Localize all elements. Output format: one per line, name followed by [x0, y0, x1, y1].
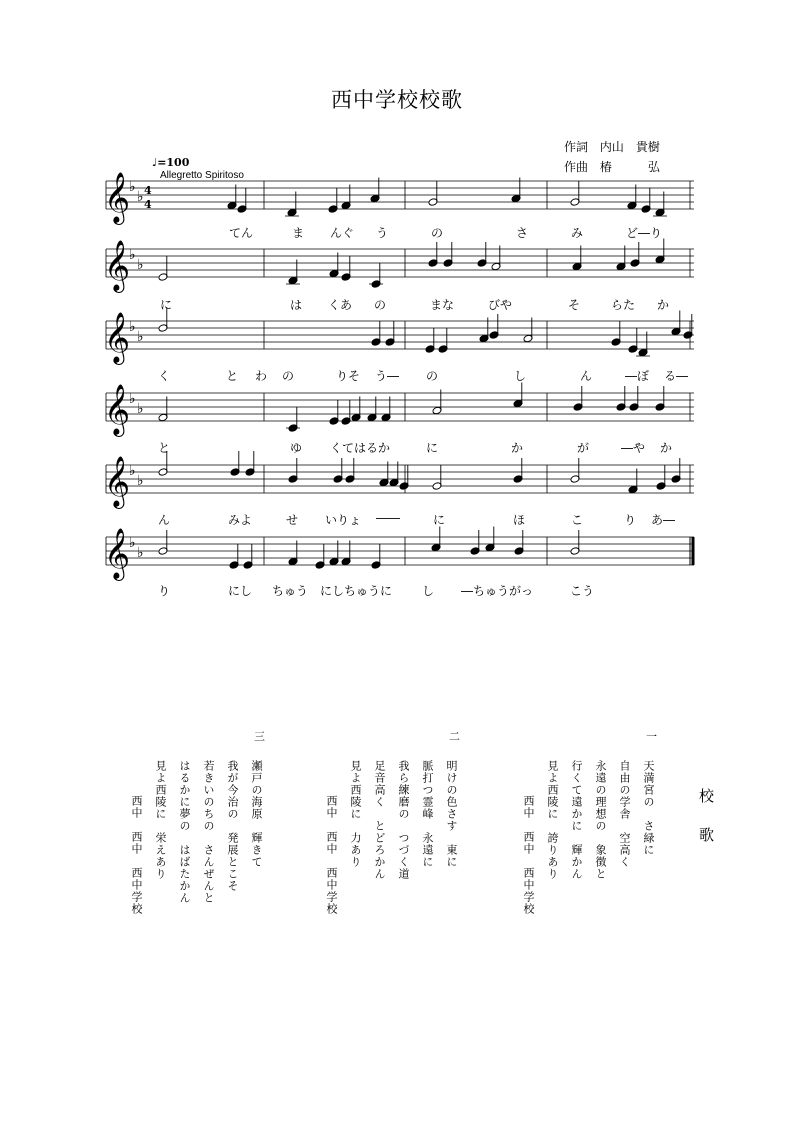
- lyric-syllable: ま: [292, 226, 305, 240]
- lyric-syllable: こう: [570, 584, 595, 598]
- lyric-syllable: し: [422, 584, 435, 598]
- lyric-syllable: にしちゅうに: [320, 584, 393, 598]
- lyricist-name: 内山 貴樹: [599, 140, 660, 154]
- lyric-syllable: さ: [516, 226, 529, 240]
- lyric-syllable: にし: [228, 584, 253, 598]
- lyric-syllable: らた: [611, 298, 636, 312]
- verse-line: 永遠の理想の 象徴と: [594, 760, 607, 880]
- verse-line: 脈打つ霊峰 永遠に: [421, 760, 434, 868]
- flat-icon: ♭: [137, 473, 144, 489]
- tempo-marking: ♩=100: [152, 156, 190, 169]
- verse-line: 若きいのちの さんぜんと: [202, 760, 215, 904]
- verse-number: 三: [254, 730, 265, 743]
- lyric-syllable: が: [577, 441, 590, 455]
- verse-heading-2: 歌: [697, 827, 715, 866]
- lyric-syllable: は: [290, 298, 303, 312]
- time-signature-bottom: 4: [144, 198, 152, 211]
- lyric-syllable: あ―: [651, 513, 676, 527]
- lyric-syllable: り: [624, 513, 637, 527]
- lyric-syllable: んぐ: [330, 226, 355, 240]
- lyric-syllable: みよ: [228, 513, 253, 527]
- lyric-syllable: そ: [568, 298, 581, 312]
- lyric-syllable: し: [514, 369, 527, 383]
- treble-clef-icon: 𝄞: [104, 528, 131, 579]
- lyric-syllable: ど―り: [626, 226, 663, 240]
- lyric-syllable: り: [158, 584, 171, 598]
- treble-clef-icon: 𝄞: [104, 172, 131, 223]
- verse-number: 一: [646, 730, 657, 743]
- verse-line: 西中 西中 西中学校: [130, 795, 143, 915]
- lyric-syllable: ん: [580, 369, 593, 383]
- lyricist-label: 作詞: [564, 140, 589, 154]
- lyric-syllable: わ: [255, 369, 268, 383]
- lyric-syllable: く: [158, 369, 171, 383]
- verse-heading-1: 校: [697, 788, 715, 827]
- lyric-syllable: ゆ: [290, 441, 303, 455]
- lyric-syllable: せ: [286, 513, 299, 527]
- lyric-syllable: か: [511, 441, 524, 455]
- verse-line: 自由の学舎 空高く: [618, 760, 631, 868]
- treble-clef-icon: 𝄞: [104, 240, 131, 291]
- lyric-syllable: の: [426, 369, 439, 383]
- lyric-syllable: と: [226, 369, 239, 383]
- lyric-syllable: に: [433, 513, 446, 527]
- lyric-syllable: ちゅう: [272, 584, 309, 598]
- lyric-syllable: こ: [571, 513, 584, 527]
- verse-line: 明けの色さす 東に: [445, 760, 458, 868]
- verse-line: 我ら練磨の つづく道: [397, 760, 410, 880]
- lyric-syllable: まな: [430, 298, 455, 312]
- flat-icon: ♭: [129, 247, 136, 263]
- flat-icon: ♭: [129, 391, 136, 407]
- verse-line: 瀬戸の海原 輝きて: [250, 760, 263, 868]
- lyric-syllable: に: [426, 441, 439, 455]
- lyric-syllable: の: [431, 226, 444, 240]
- composer-name: 椿 弘: [599, 160, 660, 174]
- flat-icon: ♭: [129, 463, 136, 479]
- lyric-syllable: ――: [376, 511, 400, 525]
- verse-number: 二: [449, 730, 460, 743]
- lyric-syllable: いりょ: [325, 513, 362, 527]
- lyric-syllable: う―: [375, 369, 400, 383]
- flat-icon: ♭: [137, 189, 144, 205]
- lyric-syllable: てん: [229, 226, 254, 240]
- verse-heading: [696, 788, 717, 866]
- lyric-syllable: か: [660, 441, 673, 455]
- verse-line: 足音高く とどろかん: [373, 760, 386, 880]
- lyric-syllable: くてはるか: [330, 441, 391, 455]
- verse-line: 見よ西陵に 力あり: [349, 760, 362, 868]
- verse-line: はるかに夢の はばたかん: [178, 760, 191, 904]
- treble-clef-icon: 𝄞: [104, 312, 131, 363]
- style-marking: Allegretto Spiritoso: [160, 170, 244, 181]
- time-signature-top: 4: [144, 184, 152, 197]
- flat-icon: ♭: [137, 401, 144, 417]
- lyric-syllable: りそ: [336, 369, 361, 383]
- flat-icon: ♭: [137, 257, 144, 273]
- flat-icon: ♭: [129, 319, 136, 335]
- lyric-syllable: み: [571, 226, 584, 240]
- treble-clef-icon: 𝄞: [104, 384, 131, 435]
- verse-line: 見よ西陵に 栄えあり: [154, 760, 167, 880]
- lyric-syllable: の: [374, 298, 387, 312]
- lyric-syllable: ―ちゅうがっ: [461, 584, 534, 598]
- lyric-syllable: ―ぼ: [625, 369, 650, 383]
- composer-label: 作曲: [564, 160, 589, 174]
- verse-line: 行くて遠かに 輝かん: [570, 760, 583, 880]
- lyric-syllable: の: [282, 369, 295, 383]
- lyric-syllable: と: [158, 441, 171, 455]
- verse-line: 西中 西中 西中学校: [325, 795, 338, 915]
- lyric-syllable: びや: [488, 298, 513, 312]
- lyric-syllable: る―: [664, 369, 689, 383]
- lyric-syllable: ―や: [621, 441, 646, 455]
- lyric-syllable: に: [160, 298, 173, 312]
- flat-icon: ♭: [137, 329, 144, 345]
- verse-line: 西中 西中 西中学校: [522, 795, 535, 915]
- verse-line: 我が今治の 発展とこそ: [226, 760, 239, 892]
- lyric-syllable: ほ: [513, 513, 526, 527]
- lyric-syllable: ん: [158, 513, 171, 527]
- treble-clef-icon: 𝄞: [104, 456, 131, 507]
- verse-line: 天満宮の さ緑に: [642, 760, 655, 856]
- lyric-syllable: か: [657, 298, 670, 312]
- flat-icon: ♭: [129, 179, 136, 195]
- page-title: 西中学校校歌: [331, 88, 463, 112]
- lyric-syllable: う: [376, 226, 389, 240]
- flat-icon: ♭: [137, 545, 144, 561]
- verse-line: 見よ西陵に 誇りあり: [546, 760, 559, 880]
- lyric-syllable: くあ: [328, 298, 353, 312]
- flat-icon: ♭: [129, 535, 136, 551]
